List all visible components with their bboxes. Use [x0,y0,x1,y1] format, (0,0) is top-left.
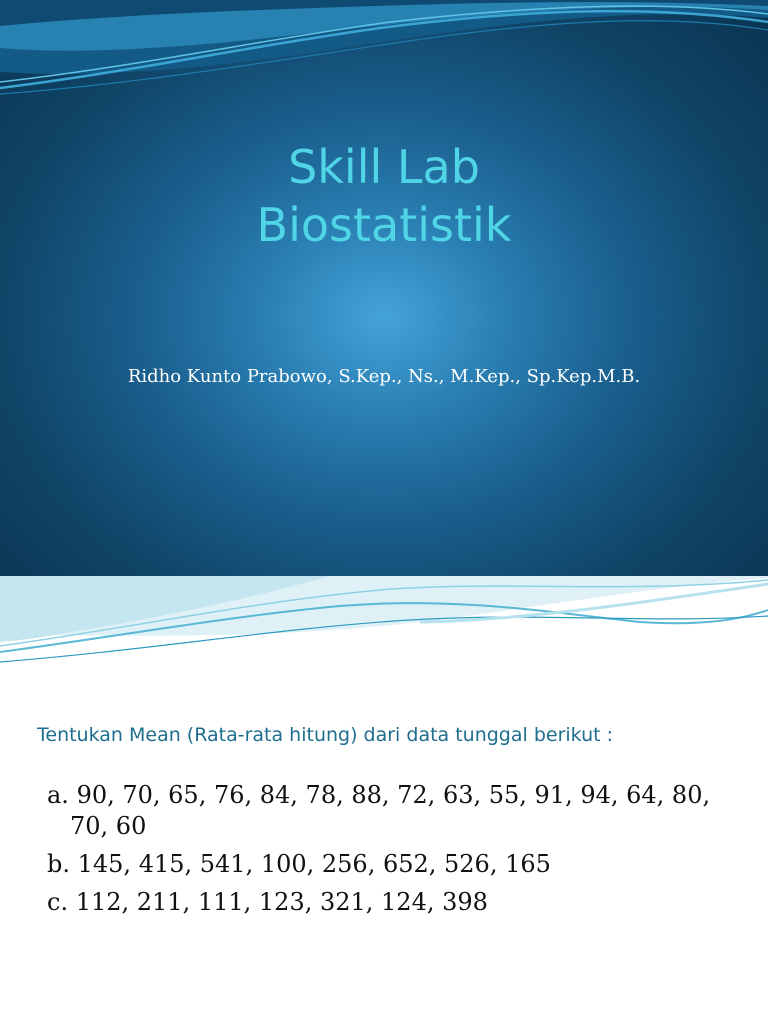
list-item: b. 145, 415, 541, 100, 256, 652, 526, 165 [47,850,551,878]
top-wave-decoration [0,576,768,666]
slide-exercise [0,576,768,1024]
title-line-2: Biostatistik [256,198,512,252]
data-list [47,780,737,925]
author-name: Ridho Kunto Prabowo, S.Kep., Ns., M.Kep., Sp.Kep.M.B. [127,366,641,387]
list-item: a. 90, 70, 65, 76, 84, 78, 88, 72, 63, 55, 91, 94, 64, 80, 70, 60 [47,781,711,840]
title-line-1: Skill Lab [288,140,480,194]
list-item: c. 112, 211, 111, 123, 321, 124, 398 [47,888,488,916]
presentation-title [0,138,768,254]
exercise-instruction: Tentukan Mean (Rata-rata hitung) dari data tunggal berikut : [37,724,614,746]
top-wave-decoration [0,0,768,100]
